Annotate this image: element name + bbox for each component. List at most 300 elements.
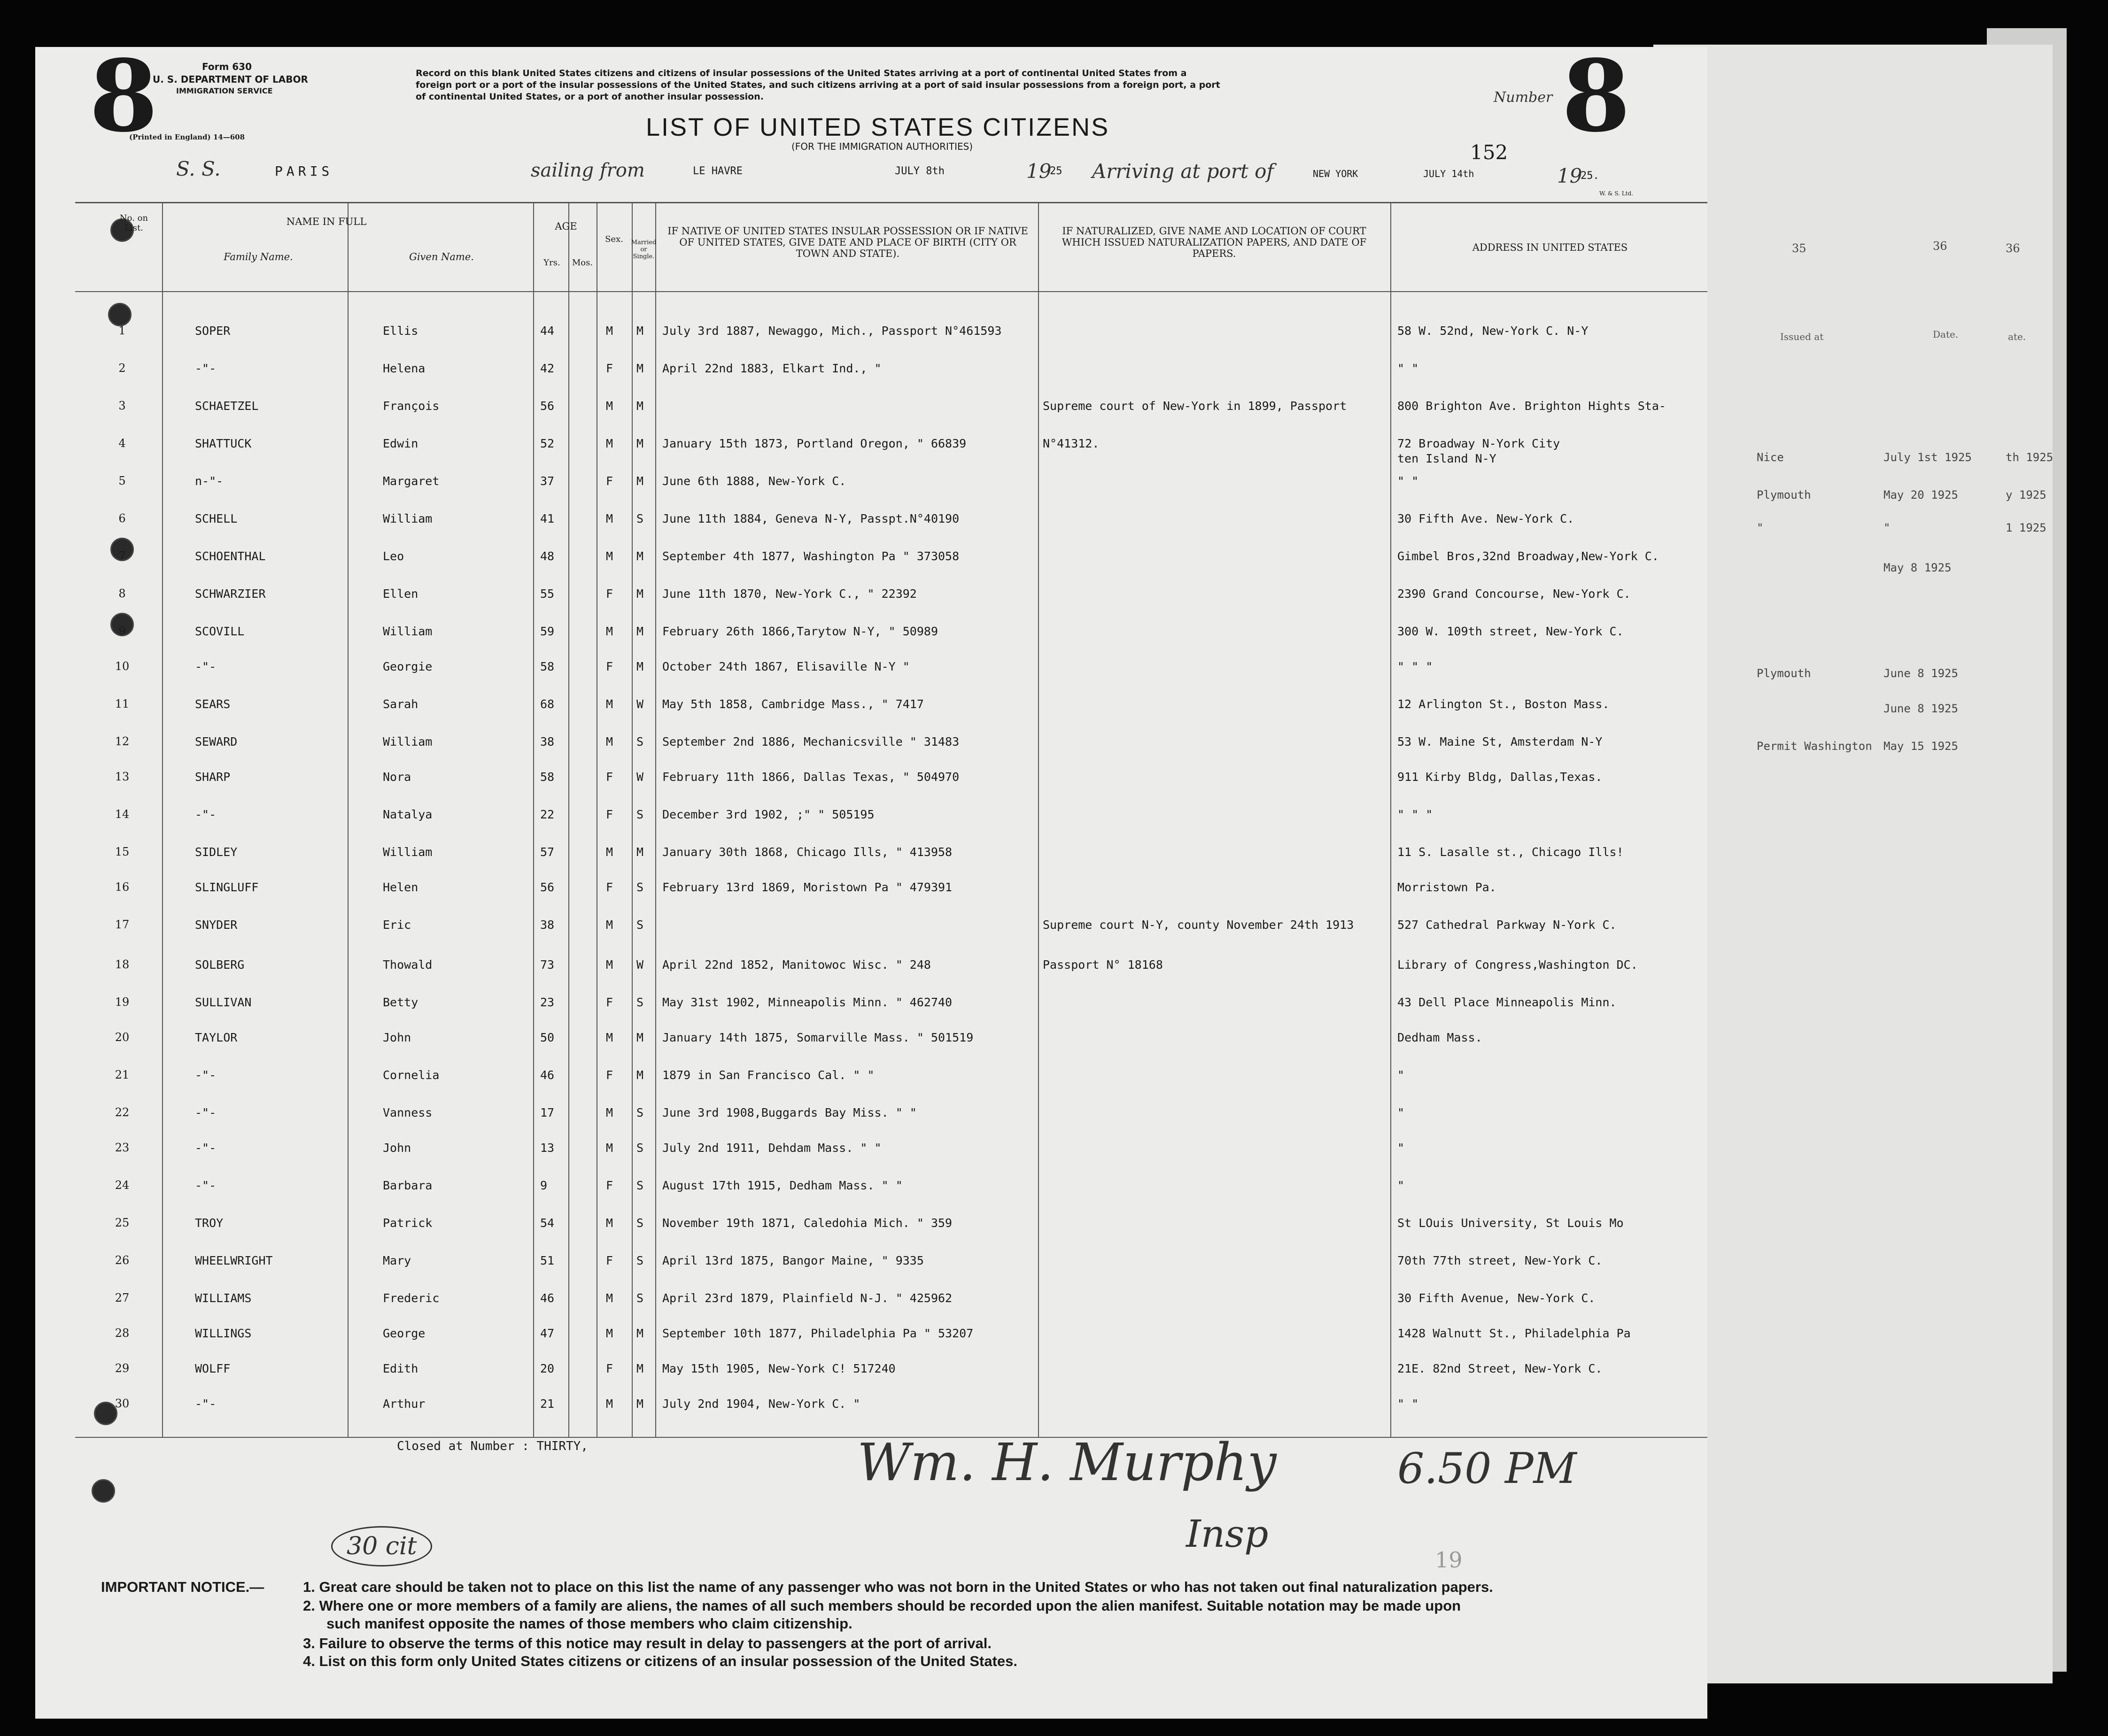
row-number: 3 bbox=[118, 399, 126, 412]
birth-details: 1879 in San Francisco Cal. " " bbox=[662, 1068, 875, 1082]
family-name: SEARS bbox=[195, 697, 231, 711]
marital-status: S bbox=[636, 1291, 644, 1305]
us-address: 300 W. 109th street, New-York C. bbox=[1397, 625, 1624, 638]
age-years: 23 bbox=[540, 995, 555, 1009]
us-address: " " bbox=[1397, 362, 1419, 375]
marital-status: M bbox=[636, 1362, 644, 1375]
marital-status: M bbox=[636, 625, 644, 638]
given-name: William bbox=[383, 625, 433, 638]
year-suffix-2: 25. bbox=[1581, 170, 1599, 182]
birth-details: July 2nd 1911, Dehdam Mass. " " bbox=[662, 1141, 882, 1155]
sex: F bbox=[606, 587, 613, 601]
header-family-name: Family Name. bbox=[224, 251, 293, 262]
back-issued-at-value: Plymouth bbox=[1757, 667, 1811, 680]
given-name: Helen bbox=[383, 880, 418, 894]
row-number: 13 bbox=[115, 770, 130, 783]
punch-hole bbox=[92, 1479, 115, 1503]
punch-hole bbox=[108, 303, 132, 326]
row-number: 7 bbox=[118, 549, 126, 563]
age-years: 58 bbox=[540, 770, 555, 784]
age-years: 21 bbox=[540, 1397, 555, 1411]
back-date-value: " bbox=[1883, 521, 1891, 534]
row-number: 23 bbox=[115, 1141, 130, 1154]
sex: F bbox=[606, 770, 613, 784]
birth-details: October 24th 1867, Elisaville N-Y " bbox=[662, 660, 910, 673]
back-issued-at-value: Permit Washington bbox=[1757, 740, 1872, 753]
family-name: SCHOENTHAL bbox=[195, 549, 266, 563]
birth-details: February 13rd 1869, Moristown Pa " 479391 bbox=[662, 880, 953, 894]
us-address: St LOuis University, St Louis Mo bbox=[1397, 1216, 1624, 1230]
us-address: 800 Brighton Ave. Brighton Hights Sta- bbox=[1397, 399, 1666, 413]
sex: M bbox=[606, 437, 613, 450]
sex: M bbox=[606, 845, 613, 859]
birth-details: April 13rd 1875, Bangor Maine, " 9335 bbox=[662, 1254, 924, 1267]
birth-details: February 26th 1866,Tarytow N-Y, " 50989 bbox=[662, 625, 938, 638]
form-big-number-right: 8 bbox=[1562, 38, 1631, 154]
us-address: 30 Fifth Avenue, New-York C. bbox=[1397, 1291, 1596, 1305]
marital-status: S bbox=[636, 880, 644, 894]
us-address: 53 W. Maine St, Amsterdam N-Y bbox=[1397, 735, 1603, 748]
sex: F bbox=[606, 362, 613, 375]
given-name: William bbox=[383, 735, 433, 748]
family-name: -"- bbox=[195, 1397, 217, 1411]
inspector-title: Insp bbox=[1186, 1512, 1269, 1556]
notice-2b: such manifest opposite the names of those members who claim citizenship. bbox=[326, 1615, 852, 1632]
header-mos: Mos. bbox=[572, 258, 593, 268]
family-name: SOLBERG bbox=[195, 958, 245, 972]
naturalization-details: N°41312. bbox=[1043, 437, 1100, 450]
back-issued-at-value: " bbox=[1757, 521, 1764, 534]
birth-details: April 23rd 1879, Plainfield N-J. " 425962 bbox=[662, 1291, 953, 1305]
us-address: 72 Broadway N-York City bbox=[1397, 437, 1560, 450]
marital-status: S bbox=[636, 918, 644, 932]
sailing-date: JULY 8th bbox=[895, 165, 945, 177]
family-name: -"- bbox=[195, 1141, 217, 1155]
family-name: SHARP bbox=[195, 770, 231, 784]
marital-status: S bbox=[636, 808, 644, 821]
citizen-count-note: 30 cit bbox=[331, 1526, 432, 1566]
row-number: 15 bbox=[115, 845, 130, 858]
form-number: Form 630 bbox=[202, 61, 252, 72]
marital-status: M bbox=[636, 399, 644, 413]
row-number: 18 bbox=[115, 958, 130, 971]
year-suffix-1: 25 bbox=[1050, 165, 1062, 177]
us-address: " bbox=[1397, 1068, 1405, 1082]
number-label: Number bbox=[1494, 89, 1553, 106]
family-name: SEWARD bbox=[195, 735, 238, 748]
given-name: Ellis bbox=[383, 324, 418, 338]
sex: M bbox=[606, 1216, 613, 1230]
given-name: Frederic bbox=[383, 1291, 440, 1305]
header-address: ADDRESS IN UNITED STATES bbox=[1472, 242, 1628, 253]
age-years: 48 bbox=[540, 549, 555, 563]
age-years: 58 bbox=[540, 660, 555, 673]
col-rule bbox=[1390, 202, 1391, 1437]
back-issued-at-value: Nice bbox=[1757, 451, 1784, 464]
row-number: 11 bbox=[115, 697, 130, 710]
header-name-in-full: NAME IN FULL bbox=[286, 216, 367, 227]
record-text-2: foreign port or a port of the insular possessions of the United States, and such citizens arriving at a port of said insular possessions from a foreign port, a port bbox=[416, 80, 1220, 90]
age-years: 47 bbox=[540, 1327, 555, 1340]
us-address: 911 Kirby Bldg, Dallas,Texas. bbox=[1397, 770, 1603, 784]
header-yrs: Yrs. bbox=[543, 258, 560, 268]
manifest-sheet bbox=[35, 38, 1707, 1719]
given-name: Natalya bbox=[383, 808, 433, 821]
age-years: 51 bbox=[540, 1254, 555, 1267]
us-address: Morristown Pa. bbox=[1397, 880, 1496, 894]
family-name: SHATTUCK bbox=[195, 437, 252, 450]
row-number: 14 bbox=[115, 808, 130, 821]
family-name: TAYLOR bbox=[195, 1031, 238, 1044]
us-address: 21E. 82nd Street, New-York C. bbox=[1397, 1362, 1603, 1375]
marital-status: S bbox=[636, 512, 644, 525]
marital-status: W bbox=[636, 770, 644, 784]
age-years: 55 bbox=[540, 587, 555, 601]
birth-details: August 17th 1915, Dedham Mass. " " bbox=[662, 1179, 903, 1192]
birth-details: September 10th 1877, Philadelphia Pa " 53207 bbox=[662, 1327, 974, 1340]
sex: M bbox=[606, 735, 613, 748]
us-address: " bbox=[1397, 1141, 1405, 1155]
birth-details: November 19th 1871, Caledohia Mich. " 359 bbox=[662, 1216, 953, 1230]
row-number: 25 bbox=[115, 1216, 130, 1229]
row-number: 5 bbox=[118, 474, 126, 487]
sex: M bbox=[606, 697, 613, 711]
header-given-name: Given Name. bbox=[409, 251, 474, 262]
marital-status: M bbox=[636, 549, 644, 563]
age-years: 42 bbox=[540, 362, 555, 375]
given-name: Edith bbox=[383, 1362, 418, 1375]
us-address: 12 Arlington St., Boston Mass. bbox=[1397, 697, 1610, 711]
birth-details: May 31st 1902, Minneapolis Minn. " 462740 bbox=[662, 995, 953, 1009]
age-years: 44 bbox=[540, 324, 555, 338]
sex: F bbox=[606, 660, 613, 673]
age-years: 56 bbox=[540, 880, 555, 894]
given-name: John bbox=[383, 1031, 411, 1044]
us-address: 527 Cathedral Parkway N-York C. bbox=[1397, 918, 1617, 932]
birth-details: January 30th 1868, Chicago Ills, " 413958 bbox=[662, 845, 953, 859]
family-name: TROY bbox=[195, 1216, 224, 1230]
family-name: -"- bbox=[195, 362, 217, 375]
sex: F bbox=[606, 1068, 613, 1082]
marital-status: S bbox=[636, 1216, 644, 1230]
back-date-value: May 8 1925 bbox=[1883, 561, 1952, 574]
service: IMMIGRATION SERVICE bbox=[176, 86, 273, 95]
form-big-number-left: 8 bbox=[89, 38, 158, 154]
marital-status: W bbox=[636, 958, 644, 972]
family-name: -"- bbox=[195, 660, 217, 673]
given-name: Sarah bbox=[383, 697, 418, 711]
back-col-36b: 36 bbox=[2006, 242, 2020, 255]
given-name: Edwin bbox=[383, 437, 418, 450]
sex: F bbox=[606, 995, 613, 1009]
family-name: -"- bbox=[195, 1179, 217, 1192]
sex: F bbox=[606, 474, 613, 488]
row-number: 22 bbox=[115, 1106, 130, 1119]
birth-details: June 3rd 1908,Buggards Bay Miss. " " bbox=[662, 1106, 917, 1119]
marital-status: M bbox=[636, 1068, 644, 1082]
us-address: " " " bbox=[1397, 808, 1433, 821]
sex: M bbox=[606, 399, 613, 413]
age-years: 52 bbox=[540, 437, 555, 450]
back-extra-date-value: y 1925 bbox=[2006, 488, 2046, 502]
us-address: " bbox=[1397, 1106, 1405, 1119]
marital-status: M bbox=[636, 660, 644, 673]
row-number: 30 bbox=[115, 1397, 130, 1410]
back-col-36: 36 bbox=[1933, 239, 1947, 253]
given-name: Nora bbox=[383, 770, 411, 784]
family-name: WILLIAMS bbox=[195, 1291, 252, 1305]
stamp-number: 19 bbox=[1435, 1547, 1463, 1573]
arriving-label: Arriving at port of bbox=[1092, 160, 1274, 183]
age-years: 59 bbox=[540, 625, 555, 638]
given-name: Cornelia bbox=[383, 1068, 440, 1082]
us-address: Gimbel Bros,32nd Broadway,New-York C. bbox=[1397, 549, 1659, 563]
marital-status: M bbox=[636, 1031, 644, 1044]
notice-1: 1. Great care should be taken not to place on this list the name of any passenger who was not born in the United States or who has not taken out final naturalization papers. bbox=[303, 1579, 1493, 1595]
family-name: -"- bbox=[195, 1106, 217, 1119]
birth-details: May 15th 1905, New-York C! 517240 bbox=[662, 1362, 896, 1375]
marital-status: S bbox=[636, 735, 644, 748]
page-number: 152 bbox=[1470, 141, 1508, 164]
given-name: François bbox=[383, 399, 440, 413]
birth-details: February 11th 1866, Dallas Texas, " 504970 bbox=[662, 770, 960, 784]
family-name: WILLINGS bbox=[195, 1327, 252, 1340]
marital-status: M bbox=[636, 324, 644, 338]
back-date-value: July 1st 1925 bbox=[1883, 451, 1972, 464]
sex: M bbox=[606, 1106, 613, 1119]
naturalization-details: Supreme court N-Y, county November 24th 1913 bbox=[1043, 918, 1354, 932]
us-address: " bbox=[1397, 1179, 1405, 1192]
birth-details: May 5th 1858, Cambridge Mass., " 7417 bbox=[662, 697, 924, 711]
marital-status: S bbox=[636, 1141, 644, 1155]
row-number: 6 bbox=[118, 512, 126, 525]
family-name: -"- bbox=[195, 808, 217, 821]
age-years: 56 bbox=[540, 399, 555, 413]
marital-status: M bbox=[636, 845, 644, 859]
col-rule bbox=[533, 202, 534, 1437]
row-number: 28 bbox=[115, 1327, 130, 1340]
age-years: 54 bbox=[540, 1216, 555, 1230]
printed-note: (Printed in England) 14—608 bbox=[129, 133, 245, 141]
row-number: 8 bbox=[118, 587, 126, 600]
header-age: AGE bbox=[555, 221, 577, 232]
back-date: Date. bbox=[1933, 329, 1959, 340]
back-page bbox=[1653, 45, 2053, 1683]
sex: F bbox=[606, 880, 613, 894]
marital-status: M bbox=[636, 362, 644, 375]
us-address: 30 Fifth Ave. New-York C. bbox=[1397, 512, 1574, 525]
given-name: Patrick bbox=[383, 1216, 433, 1230]
back-issued-at: Issued at bbox=[1780, 331, 1824, 342]
department: U. S. DEPARTMENT OF LABOR bbox=[153, 74, 308, 85]
row-number: 19 bbox=[115, 995, 130, 1009]
marital-status: M bbox=[636, 437, 644, 450]
row-number: 17 bbox=[115, 918, 130, 931]
inspector-signature: Wm. H. Murphy bbox=[857, 1432, 1277, 1492]
given-name: Georgie bbox=[383, 660, 433, 673]
back-extra-date-value: th 1925 bbox=[2006, 451, 2054, 464]
notice-label: IMPORTANT NOTICE.— bbox=[101, 1579, 264, 1595]
row-number: 16 bbox=[115, 880, 130, 894]
row-number: 21 bbox=[115, 1068, 130, 1081]
family-name: SNYDER bbox=[195, 918, 238, 932]
sex: M bbox=[606, 324, 613, 338]
birth-details: June 11th 1870, New-York C., " 22392 bbox=[662, 587, 917, 601]
age-years: 57 bbox=[540, 845, 555, 859]
sex: F bbox=[606, 1179, 613, 1192]
row-number: 1 bbox=[118, 324, 126, 337]
age-years: 46 bbox=[540, 1291, 555, 1305]
sex: M bbox=[606, 1327, 613, 1340]
age-years: 13 bbox=[540, 1141, 555, 1155]
family-name: SCOVILL bbox=[195, 625, 245, 638]
row-number: 20 bbox=[115, 1031, 130, 1044]
form-subtitle: (FOR THE IMMIGRATION AUTHORITIES) bbox=[791, 141, 973, 152]
age-years: 73 bbox=[540, 958, 555, 972]
address-continuation: ten Island N-Y bbox=[1397, 452, 1496, 465]
sailing-port: LE HAVRE bbox=[693, 165, 743, 177]
birth-details: June 11th 1884, Geneva N-Y, Passpt.N°40190 bbox=[662, 512, 960, 525]
given-name: Eric bbox=[383, 918, 411, 932]
age-years: 37 bbox=[540, 474, 555, 488]
sex: M bbox=[606, 625, 613, 638]
sex: F bbox=[606, 808, 613, 821]
given-name: Thowald bbox=[383, 958, 433, 972]
printer-mark: W. & S. Ltd. bbox=[1599, 190, 1634, 197]
given-name: Leo bbox=[383, 549, 404, 563]
header-bottom-rule bbox=[75, 291, 1707, 292]
back-date-value: June 8 1925 bbox=[1883, 702, 1958, 715]
age-years: 38 bbox=[540, 735, 555, 748]
back-date-value: May 20 1925 bbox=[1883, 488, 1958, 502]
family-name: n-"- bbox=[195, 474, 224, 488]
row-number: 24 bbox=[115, 1179, 130, 1192]
marital-status: S bbox=[636, 1179, 644, 1192]
record-text-3: of continental United States, or a port of another insular possession. bbox=[416, 92, 764, 102]
col-rule bbox=[655, 202, 656, 1437]
sailing-label: sailing from bbox=[531, 160, 645, 181]
marital-status: S bbox=[636, 1106, 644, 1119]
row-number: 4 bbox=[118, 437, 126, 450]
birth-details: April 22nd 1852, Manitowoc Wisc. " 248 bbox=[662, 958, 931, 972]
given-name: George bbox=[383, 1327, 426, 1340]
back-date-b: ate. bbox=[2008, 331, 2026, 342]
age-years: 9 bbox=[540, 1179, 548, 1192]
age-years: 41 bbox=[540, 512, 555, 525]
arrival-date: JULY 14th bbox=[1423, 168, 1474, 179]
birth-details: July 3rd 1887, Newaggo, Mich., Passport N°461593 bbox=[662, 324, 1002, 338]
given-name: Margaret bbox=[383, 474, 440, 488]
birth-details: January 14th 1875, Somarville Mass. " 501519 bbox=[662, 1031, 974, 1044]
sex: M bbox=[606, 1291, 613, 1305]
col-rule bbox=[1038, 202, 1039, 1437]
given-name: Mary bbox=[383, 1254, 411, 1267]
age-years: 68 bbox=[540, 697, 555, 711]
col-rule bbox=[632, 202, 633, 1437]
us-address: 43 Dell Place Minneapolis Minn. bbox=[1397, 995, 1617, 1009]
family-name: -"- bbox=[195, 1068, 217, 1082]
marital-status: M bbox=[636, 587, 644, 601]
table-top-rule bbox=[75, 202, 1707, 203]
family-name: SCHELL bbox=[195, 512, 238, 525]
row-number: 27 bbox=[115, 1291, 130, 1304]
naturalization-details: Supreme court of New-York in 1899, Passport bbox=[1043, 399, 1347, 413]
birth-details: April 22nd 1883, Elkart Ind., " bbox=[662, 362, 882, 375]
age-years: 50 bbox=[540, 1031, 555, 1044]
us-address: 58 W. 52nd, New-York C. N-Y bbox=[1397, 324, 1589, 338]
family-name: SCHAETZEL bbox=[195, 399, 259, 413]
us-address: 70th 77th street, New-York C. bbox=[1397, 1254, 1603, 1267]
us-address: Dedham Mass. bbox=[1397, 1031, 1482, 1044]
us-address: " " bbox=[1397, 474, 1419, 488]
marital-status: M bbox=[636, 474, 644, 488]
back-date-value: June 8 1925 bbox=[1883, 667, 1958, 680]
sex: M bbox=[606, 549, 613, 563]
sex: F bbox=[606, 1362, 613, 1375]
us-address: Library of Congress,Washington DC. bbox=[1397, 958, 1638, 972]
ship-label: S. S. bbox=[176, 157, 221, 180]
sex: M bbox=[606, 512, 613, 525]
family-name: SIDLEY bbox=[195, 845, 238, 859]
given-name: Betty bbox=[383, 995, 418, 1009]
row-number: 10 bbox=[115, 660, 130, 673]
row-number: 12 bbox=[115, 735, 130, 748]
form-title: LIST OF UNITED STATES CITIZENS bbox=[646, 113, 1110, 141]
family-name: SCHWARZIER bbox=[195, 587, 266, 601]
birth-details: June 6th 1888, New-York C. bbox=[662, 474, 846, 488]
birth-details: September 4th 1877, Washington Pa " 373058 bbox=[662, 549, 960, 563]
marital-status: S bbox=[636, 1254, 644, 1267]
age-years: 38 bbox=[540, 918, 555, 932]
given-name: Ellen bbox=[383, 587, 418, 601]
given-name: Barbara bbox=[383, 1179, 433, 1192]
given-name: Vanness bbox=[383, 1106, 433, 1119]
row-number: 2 bbox=[118, 362, 126, 375]
closing-time: 6.50 PM bbox=[1397, 1444, 1577, 1493]
age-years: 20 bbox=[540, 1362, 555, 1375]
marital-status: W bbox=[636, 697, 644, 711]
sex: M bbox=[606, 918, 613, 932]
notice-4: 4. List on this form only United States citizens or citizens of an insular possession of the United States. bbox=[303, 1653, 1017, 1669]
col-rule bbox=[162, 202, 163, 1437]
age-years: 22 bbox=[540, 808, 555, 821]
year-prefix-1: 19 bbox=[1026, 160, 1052, 183]
back-date-value: May 15 1925 bbox=[1883, 740, 1958, 753]
given-name: Arthur bbox=[383, 1397, 426, 1411]
birth-details: December 3rd 1902, ;" " 505195 bbox=[662, 808, 875, 821]
marital-status: M bbox=[636, 1327, 644, 1340]
notice-2: 2. Where one or more members of a family are aliens, the names of all such members should be recorded upon the alien manifest. Suitable notation may be made upon bbox=[303, 1597, 1461, 1614]
family-name: SOPER bbox=[195, 324, 231, 338]
birth-details: January 15th 1873, Portland Oregon, " 66839 bbox=[662, 437, 967, 450]
arrival-port: NEW YORK bbox=[1313, 168, 1358, 179]
sex: F bbox=[606, 1254, 613, 1267]
ship-name: PARIS bbox=[275, 163, 333, 179]
back-extra-date-value: 1 1925 bbox=[2006, 521, 2046, 534]
header-sex: Sex. bbox=[605, 234, 623, 244]
family-name: WHEELWRIGHT bbox=[195, 1254, 273, 1267]
age-years: 46 bbox=[540, 1068, 555, 1082]
given-name: John bbox=[383, 1141, 411, 1155]
row-number: 9 bbox=[118, 625, 126, 638]
birth-details: September 2nd 1886, Mechanicsville " 31483 bbox=[662, 735, 960, 748]
marital-status: M bbox=[636, 1397, 644, 1411]
us-address: 1428 Walnutt St., Philadelphia Pa bbox=[1397, 1327, 1631, 1340]
row-number: 29 bbox=[115, 1362, 130, 1375]
year-prefix-2: 19 bbox=[1557, 164, 1582, 187]
age-years: 17 bbox=[540, 1106, 555, 1119]
birth-details: July 2nd 1904, New-York C. " bbox=[662, 1397, 860, 1411]
